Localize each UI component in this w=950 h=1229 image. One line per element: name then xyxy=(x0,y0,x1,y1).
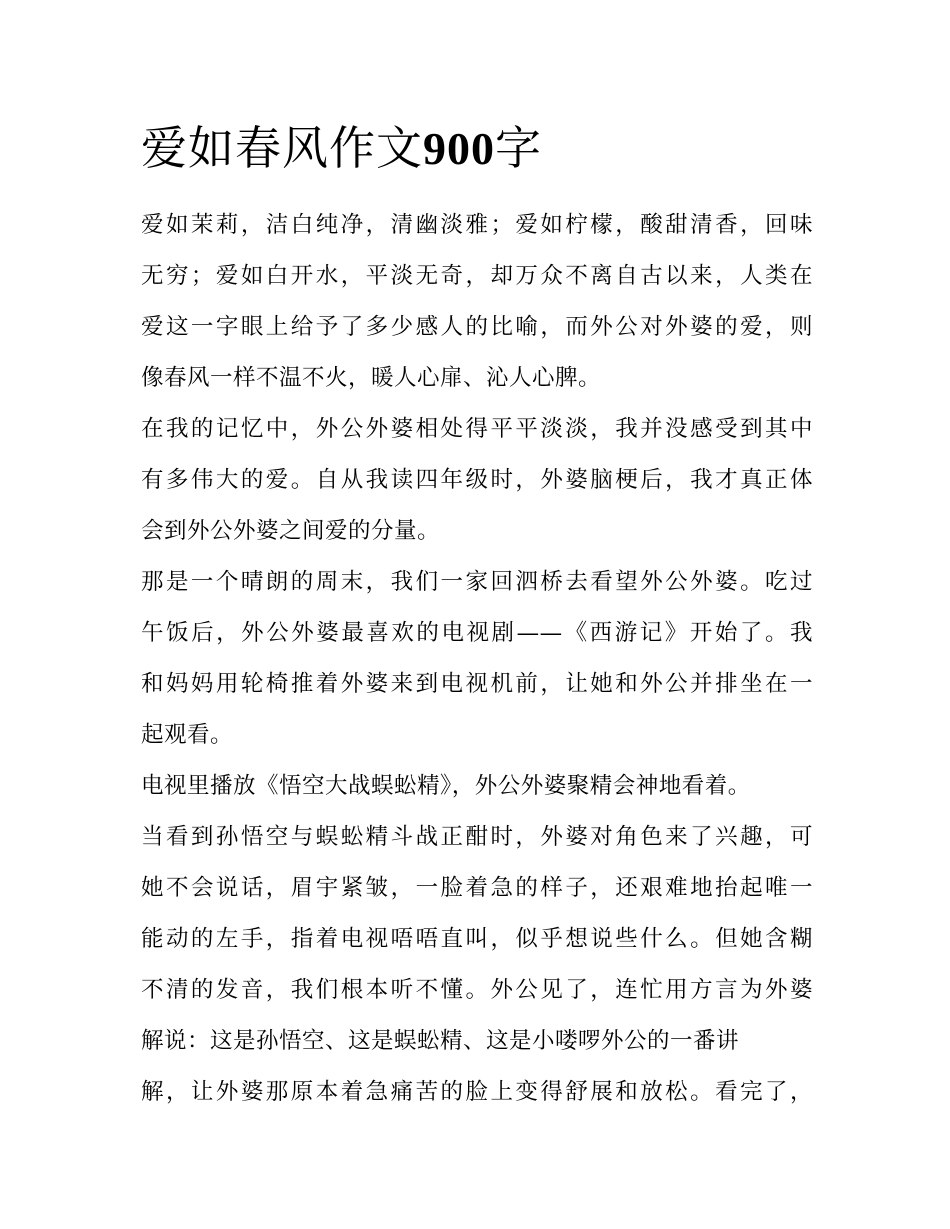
text-line: 爱如茉莉，洁白纯净，清幽淡雅；爱如柠檬，酸甜清香，回味 xyxy=(141,212,813,238)
title-text: 爱如春风作文 xyxy=(141,121,423,175)
text-line: 在我的记忆中，外公外婆相处得平平淡淡，我并没感受到其中 xyxy=(141,416,813,442)
document-page xyxy=(141,118,813,1118)
text-line: 像春风一样不温不火，暖人心扉、沁人心脾。 xyxy=(141,365,602,391)
text-line: 和妈妈用轮椅推着外婆来到电视机前，让她和外公并排坐在一 xyxy=(141,671,813,697)
text-line: 她不会说话，眉宇紧皱，一脸着急的样子，还艰难地抬起唯一 xyxy=(141,875,813,901)
text-line: 解，让外婆那原本着急痛苦的脸上变得舒展和放松。看完了， xyxy=(141,1079,813,1105)
text-line: 起观看。 xyxy=(141,722,234,748)
text-line: 爱这一字眼上给予了多少感人的比喻，而外公对外婆的爱，则 xyxy=(141,314,813,340)
text-line: 能动的左手，指着电视唔唔直叫，似乎想说些什么。但她含糊 xyxy=(141,926,813,952)
document-title xyxy=(141,118,813,179)
text-line: 无穷；爱如白开水，平淡无奇，却万众不离自古以来，人类在 xyxy=(141,263,813,289)
text-line: 解说：这是孙悟空、这是蜈蚣精、这是小喽啰外公的一番讲 xyxy=(141,1028,740,1054)
text-line: 电视里播放《悟空大战蜈蚣精》，外公外婆聚精会神地看着。 xyxy=(141,773,751,799)
text-line: 有多伟大的爱。自从我读四年级时，外婆脑梗后，我才真正体 xyxy=(141,467,813,493)
text-line: 午饭后，外公外婆最喜欢的电视剧——《西游记》开始了。我 xyxy=(141,620,813,646)
document-body xyxy=(141,200,813,1118)
text-line: 当看到孙悟空与蜈蚣精斗战正酣时，外婆对角色来了兴趣，可 xyxy=(141,824,813,850)
text-line: 不清的发音，我们根本听不懂。外公见了，连忙用方言为外婆 xyxy=(141,977,813,1003)
title-number: 900 xyxy=(423,123,495,174)
title-suffix: 字 xyxy=(495,121,542,175)
text-line: 那是一个晴朗的周末，我们一家回泗桥去看望外公外婆。吃过 xyxy=(141,569,813,595)
text-line: 会到外公外婆之间爱的分量。 xyxy=(141,518,441,544)
